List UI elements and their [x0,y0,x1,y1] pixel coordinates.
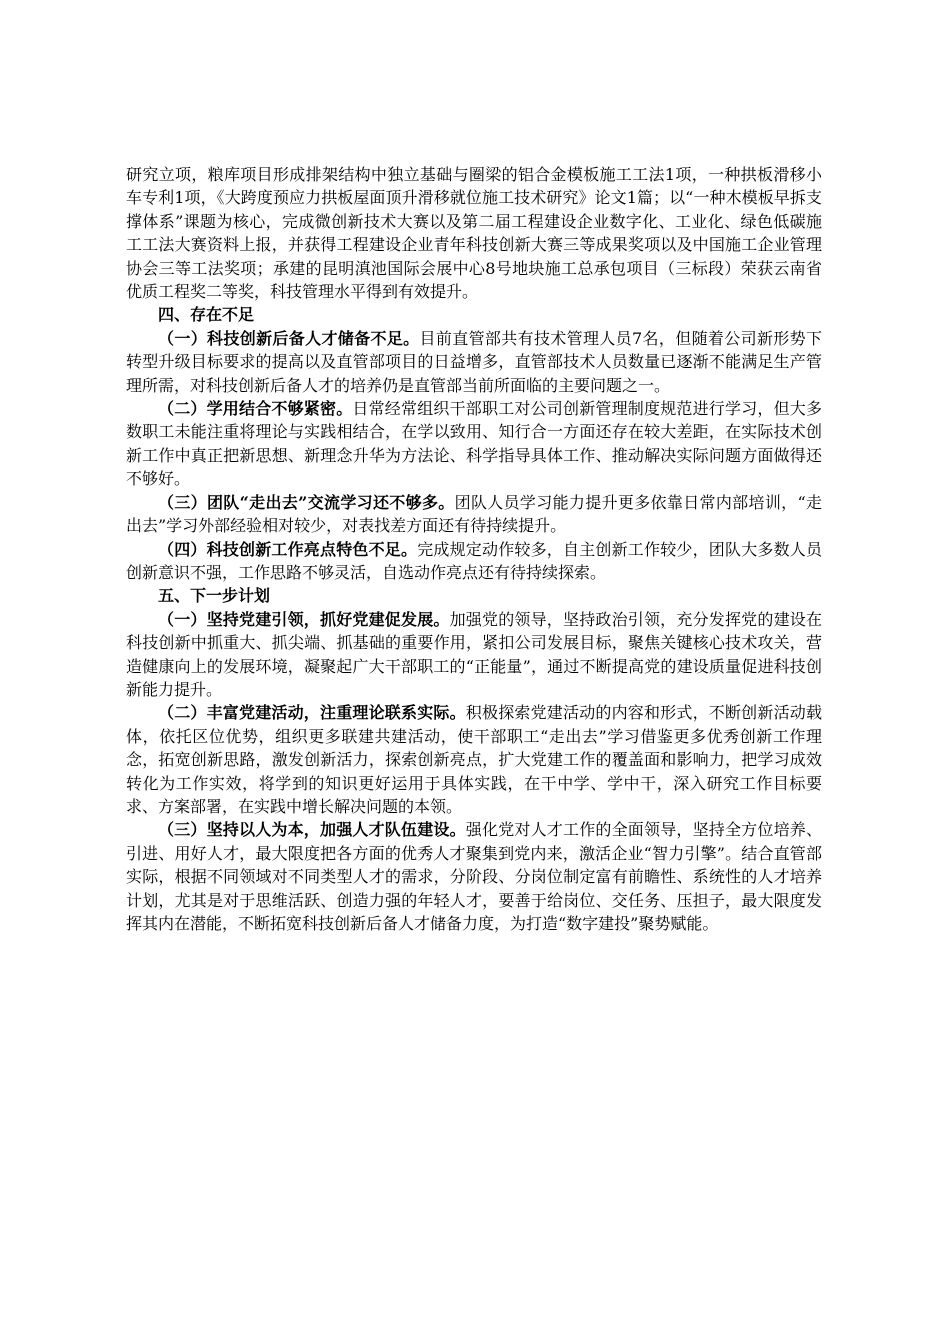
paragraph-lead: （二）学用结合不够紧密。 [158,399,353,419]
document-page [126,163,822,935]
paragraph-4-3 [126,491,822,538]
paragraph-lead: （一）科技创新后备人才储备不足。 [158,328,420,348]
section-heading-4: 四、存在不足 [158,305,255,325]
paragraph-lead: （一）坚持党建引领，抓好党建促发展。 [158,609,450,629]
paragraph-4-1 [126,327,822,397]
paragraph-body: 完成规定动作较多，自主创新工作较少，团队大多数人员创新意识不强，工作思路不够灵活，自选动作亮点还有待持续探索。 [126,539,822,582]
paragraph-continued: 研究立项，粮库项目形成排架结构中独立基础与圈梁的铝合金模板施工工法1项，一种拱板滑移小车专利1项，《大跨度预应力拱板屋面顶升滑移就位施工技术研究》论文1篇；以“一种木模板早拆支撑体系”课题为核心，完成微创新技术大赛以及第二届工程建设企业数字化、工业化、绿色低碳施工工法大赛资料上报，并获得工程建设企业青年科技创新大赛三等成果奖项以及中国施工企业管理协会三等工法奖项；承建的昆明滇池国际会展中心8号地块施工总承包项目（三标段）荣获云南省优质工程奖二等奖，科技管理水平得到有效提升。 [126,165,822,302]
paragraph-body: 积极探索党建活动的内容和形式，不断创新活动载体，依托区位优势，组织更多联建共建活动，使干部职工“走出去”学习借鉴更多优秀创新工作理念，拓宽创新思路，激发创新活力，探索创新亮点，扩大党建工作的覆盖面和影响力，把学习成效转化为工作实效，将学到的知识更好运用于具体实践，在干中学、学中干，深入研究工作目标要求、方案部署，在实践中增长解决问题的本领。 [126,703,822,816]
paragraph-body: 加强党的领导，坚持政治引领，充分发挥党的建设在科技创新中抓重大、抓尖端、抓基础的重要作用，紧扣公司发展目标，聚焦关键核心技术攻关，营造健康向上的发展环境，凝聚起广大干部职工的“正能量”，通过不断提高党的建设质量促进科技创新能力提升。 [126,609,822,699]
paragraph-lead: （三）坚持以人为本，加强人才队伍建设。 [158,820,466,840]
paragraph-body: 强化党对人才工作的全面领导，坚持全方位培养、引进、用好人才，最大限度把各方面的优秀人才聚集到党内来，激活企业“智力引擎”。结合直管部实际，根据不同领域对不同类型人才的需求，分阶段、分岗位制定富有前瞻性、系统性的人才培养计划，尤其是对于思维活跃、创造力强的年轻人才，要善于给岗位、交任务、压担子，最大限度发挥其内在潜能，不断拓宽科技创新后备人才储备力度，为打造“数字建投”聚势赋能。 [126,820,822,933]
paragraph-4-2 [126,397,822,491]
paragraph-4-4 [126,538,822,585]
paragraph-lead: （二）丰富党建活动，注重理论联系实际。 [158,703,466,723]
paragraph-lead: （四）科技创新工作亮点特色不足。 [158,539,418,559]
paragraph-5-2 [126,701,822,818]
section-heading-5: 五、下一步计划 [158,586,271,606]
paragraph-5-1 [126,608,822,702]
paragraph-body: 目前直管部共有技术管理人员7名，但随着公司新形势下转型升级目标要求的提高以及直管部项目的日益增多，直管部技术人员数量已逐渐不能满足生产管理所需，对科技创新后备人才的培养仍是直管部当前所面临的主要问题之一。 [126,328,822,395]
paragraph-5-3 [126,818,822,935]
paragraph-body: 日常经常组织干部职工对公司创新管理制度规范进行学习，但大多数职工未能注重将理论与实践相结合，在学以致用、知行合一方面还存在较大差距，在实际技术创新工作中真正把新思想、新理念升华为方法论、科学指导具体工作、推动解决实际问题方面做得还不够好。 [126,399,822,489]
paragraph-body: 团队人员学习能力提升更多依靠日常内部培训，“走出去”学习外部经验相对较少，对表找差方面还有待持续提升。 [126,492,822,536]
paragraph-lead: （三）团队“走出去”交流学习还不够多。 [158,492,455,512]
